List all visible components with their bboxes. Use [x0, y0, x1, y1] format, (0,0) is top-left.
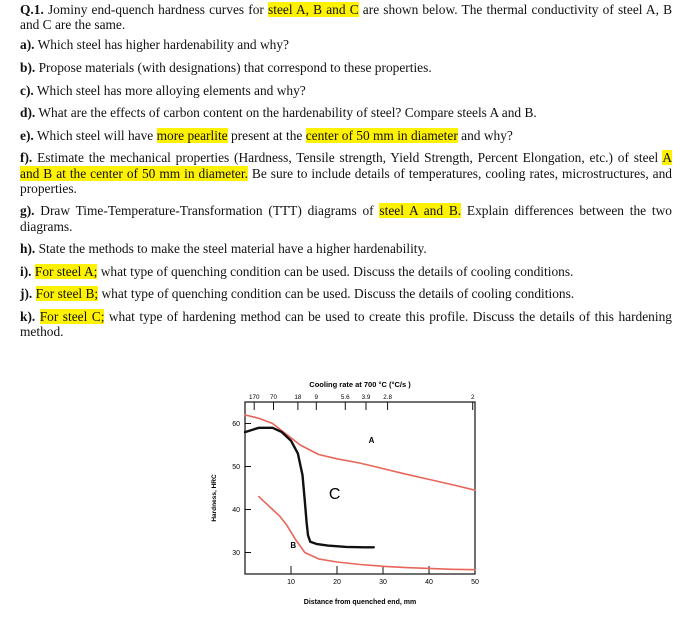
top-tick-label: 2.8	[383, 394, 392, 401]
question-d	[20, 105, 672, 120]
highlighted-text: For steel B;	[35, 286, 99, 302]
y-tick-label: 30	[232, 550, 240, 557]
question-a	[20, 37, 672, 52]
question-text: Explain differences between the two diagrams.	[20, 203, 672, 234]
question-g	[20, 203, 672, 233]
question-label: e).	[20, 127, 34, 143]
question-label: b).	[20, 60, 36, 75]
question-text: State the methods to make the steel material have a higher hardenability.	[35, 241, 427, 257]
y-tick-label: 60	[232, 421, 240, 428]
series-a-label: A	[368, 435, 375, 445]
highlighted-text: steel A and B.	[379, 203, 462, 219]
question-c	[20, 83, 672, 98]
question-text: and why?	[457, 127, 513, 143]
y-tick-label: 40	[232, 507, 240, 514]
x-tick-label: 50	[471, 579, 479, 586]
highlighted-text: For steel A;	[34, 263, 98, 279]
question-label: j).	[20, 286, 33, 302]
question-text: present at the	[227, 127, 306, 143]
question-label: a).	[20, 37, 35, 53]
question-text: what type of hardening method can be used to create this profile. Discuss the details of this hardening method.	[20, 308, 672, 340]
question-text: Jominy end-quench hardness curves for	[43, 2, 269, 17]
chart-title: Cooling rate at 700 °C (°C/s )	[309, 380, 411, 389]
jominy-chart	[200, 372, 500, 622]
question-text: what type of quenching condition can be used. Discuss the details of cooling conditions.	[98, 286, 575, 302]
question-label: k).	[20, 308, 36, 324]
question-k	[20, 309, 672, 339]
series-b-line	[259, 497, 475, 570]
series-c-line	[245, 428, 374, 551]
highlighted-text: A and B at the center of 50 mm in diameter.	[20, 150, 672, 181]
question-label: Q.1.	[20, 2, 44, 17]
x-tick-label: 30	[379, 579, 387, 586]
series-a-line	[245, 415, 475, 490]
question-text: Draw Time-Temperature-Transformation (TTT) diagrams of	[34, 203, 380, 219]
highlighted-text: more pearlite	[156, 127, 228, 143]
question-text: Which steel has higher hardenability and why?	[34, 37, 289, 53]
top-tick-label: 18	[294, 394, 302, 401]
series-c-label: C	[328, 485, 341, 503]
highlighted-text: center of 50 mm in diameter	[305, 127, 458, 143]
top-tick-label: 2	[470, 394, 475, 401]
question-j	[20, 286, 672, 301]
series-b-label: B	[290, 541, 297, 551]
question-text: What are the effects of carbon content on the hardenability of steel? Compare steels A and B.	[35, 105, 537, 121]
document-body	[20, 2, 672, 347]
x-tick-label: 20	[333, 579, 341, 586]
question-label: f).	[20, 150, 33, 166]
question-text: Which steel has more alloying elements and why?	[33, 82, 306, 98]
x-axis-label: Distance from quenched end, mm	[303, 599, 417, 606]
top-tick-label: 5.6	[340, 394, 350, 401]
question-text: Estimate the mechanical properties (Hardness, Tensile strength, Yield Strength, Percent Elongation, etc.) of steel	[32, 150, 663, 166]
question-label: c).	[20, 82, 34, 98]
y-axis-label: Hardness, HRC	[211, 474, 218, 522]
question-i	[20, 264, 672, 279]
y-axis	[232, 421, 251, 557]
question-label: g).	[20, 203, 35, 219]
question-b	[20, 60, 672, 75]
question-text: what type of quenching condition can be used. Discuss the details of cooling conditions.	[97, 263, 574, 279]
series-layer	[245, 415, 475, 570]
question-text: Be sure to include details of temperatures, cooling rates, microstructures, and properties.	[20, 165, 672, 196]
top-tick-label: 3.9	[361, 394, 371, 401]
question-label: h).	[20, 241, 36, 257]
highlighted-text: steel A, B and C	[268, 2, 359, 17]
top-tick-label: 9	[314, 394, 319, 401]
question-f	[20, 150, 672, 196]
x-tick-label: 40	[425, 579, 433, 586]
question-text: are shown below. The thermal conductivity of steel A, B and C are the same.	[20, 2, 672, 33]
top-tick-label: 70	[270, 394, 278, 401]
top-tick-label: 170	[248, 394, 260, 401]
question-label: d).	[20, 105, 36, 121]
x-tick-label: 10	[287, 579, 295, 586]
y-tick-label: 50	[232, 464, 240, 471]
question-text: Which steel will have	[33, 127, 157, 143]
question-text: Propose materials (with designations) that correspond to these properties.	[35, 60, 432, 75]
question-label: i).	[20, 263, 32, 279]
question-e	[20, 128, 672, 143]
question-h	[20, 241, 672, 256]
question-q1	[20, 2, 672, 32]
highlighted-text: For steel C;	[39, 308, 105, 324]
